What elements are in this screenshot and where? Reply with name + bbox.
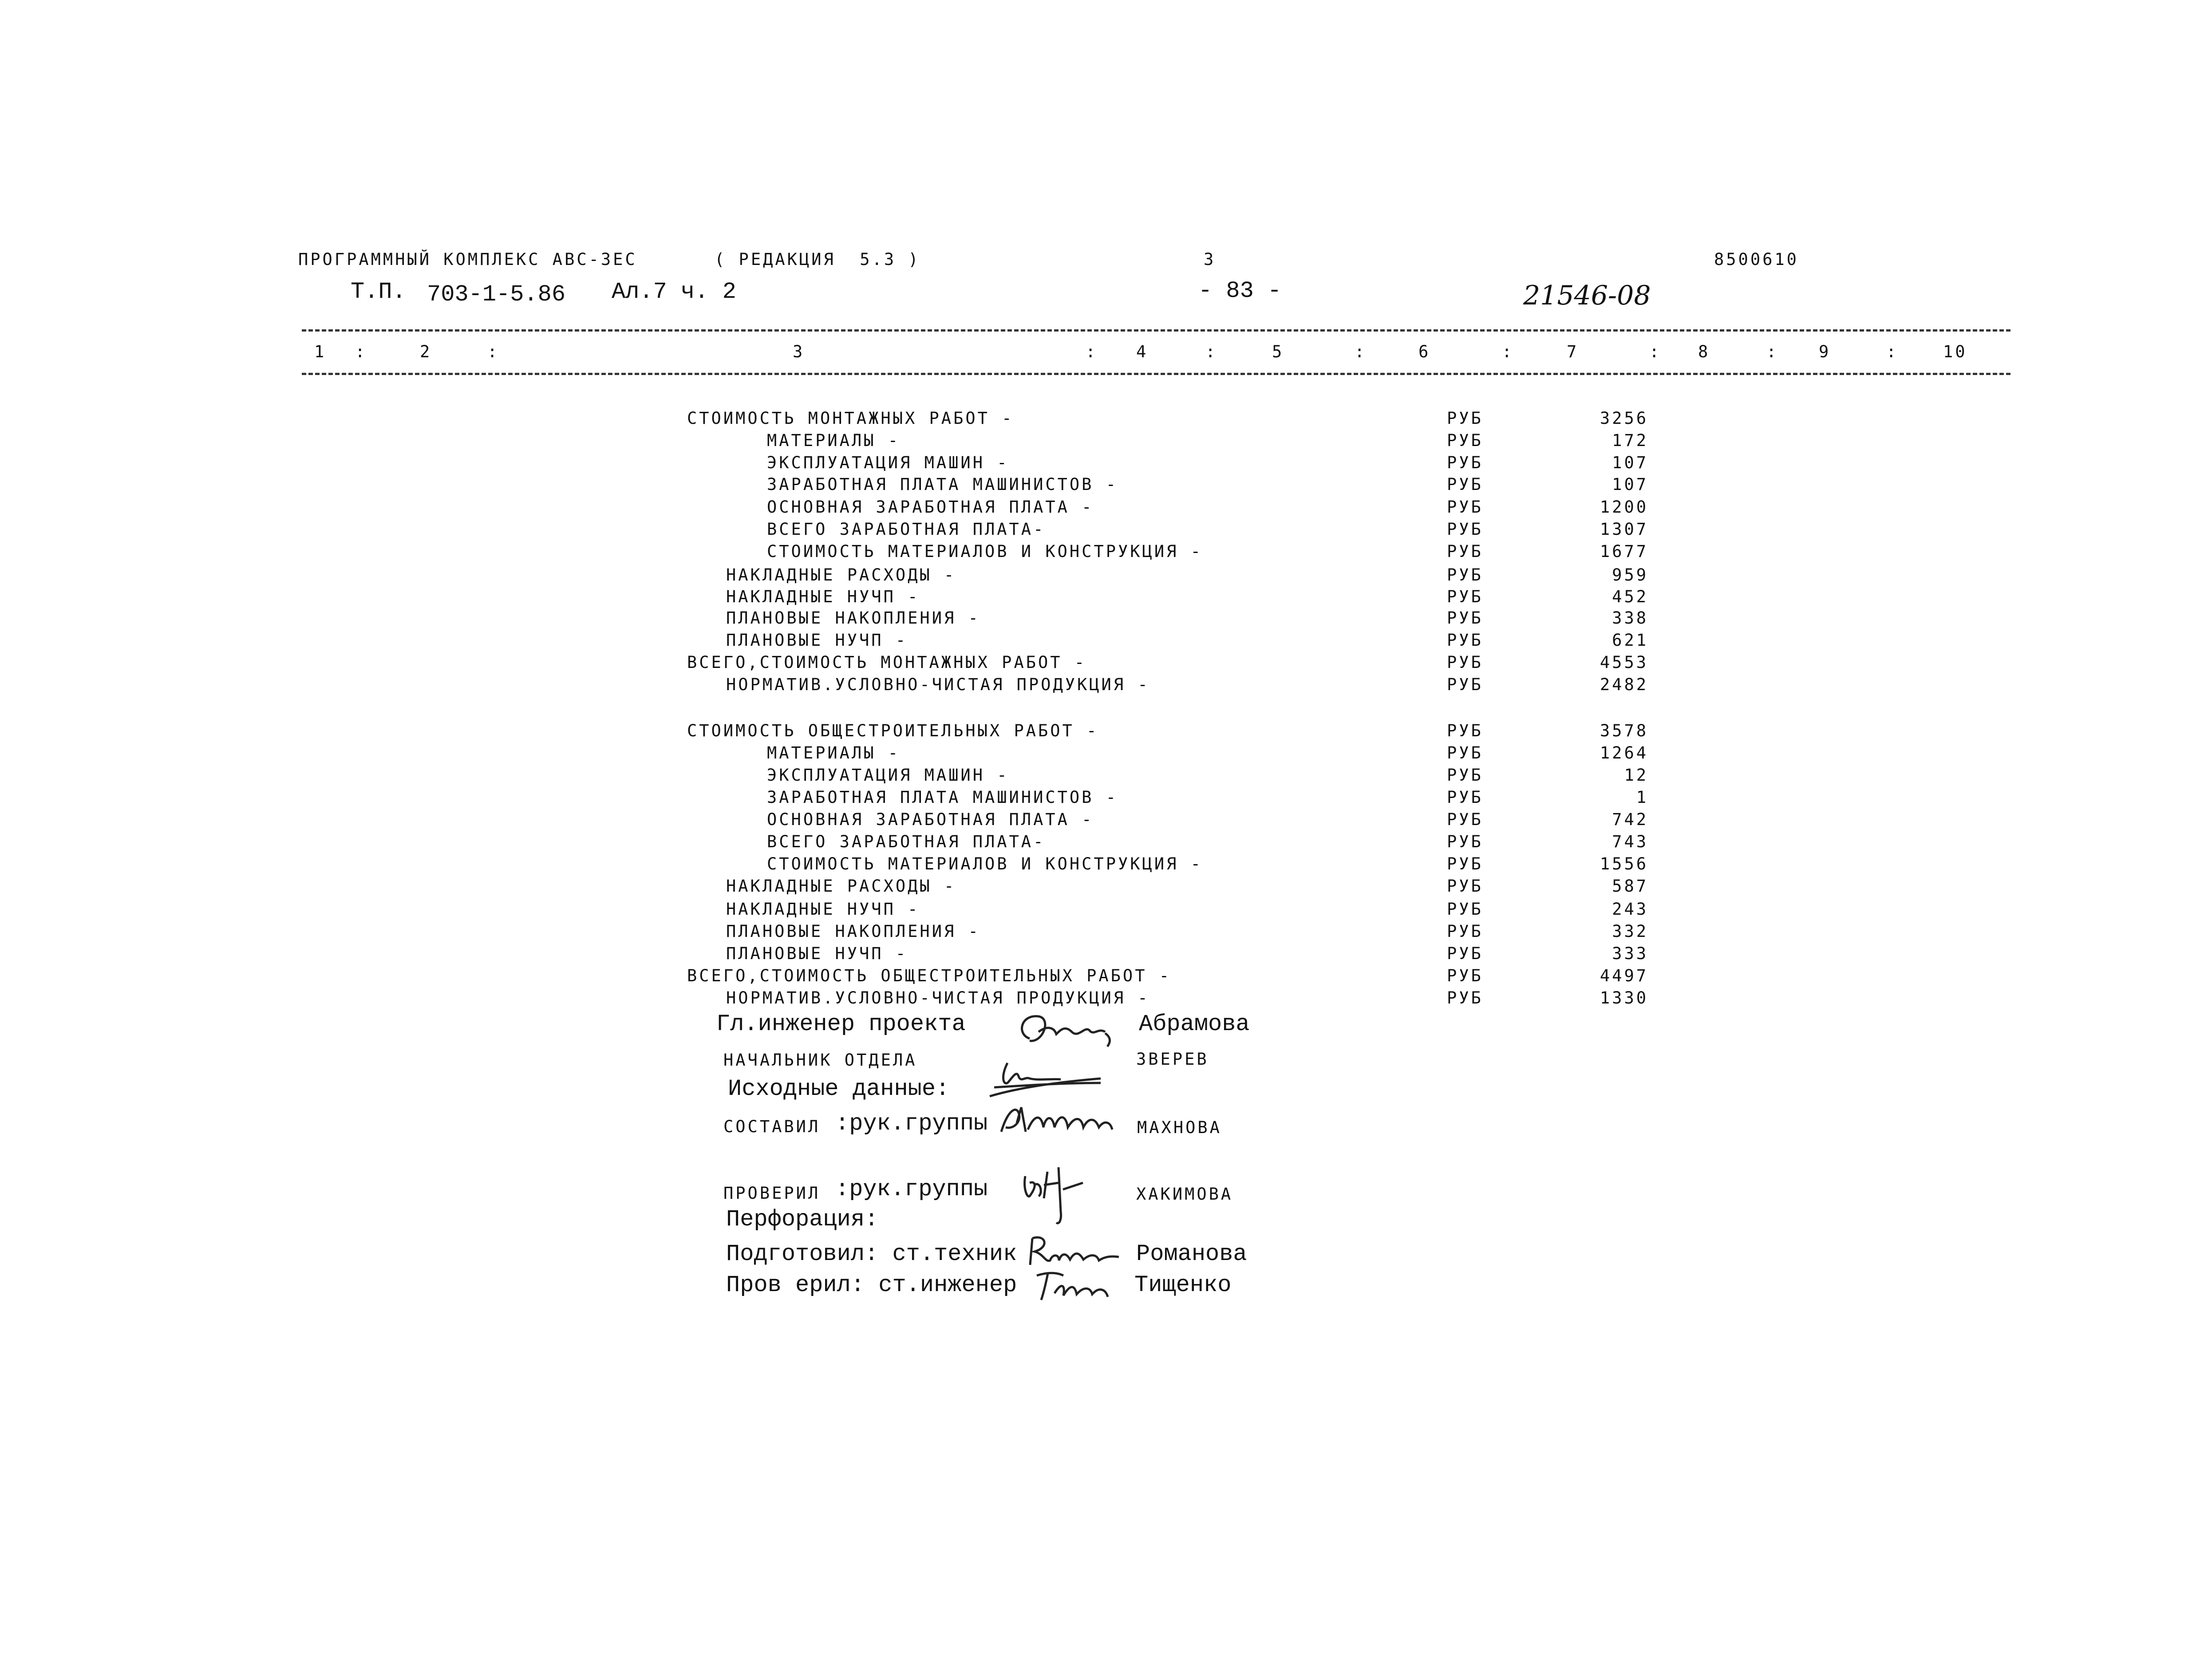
signature-makhnova [992,1096,1126,1145]
document-code: 8500610 [1714,250,1799,269]
row-unit: РУБ [1447,788,1483,807]
dept-head-name: ЗВЕРЕВ [1136,1050,1209,1069]
row-value: 2482 [1600,675,1648,694]
row-unit: РУБ [1447,565,1483,585]
row-unit: РУБ [1447,966,1483,985]
row-value: 107 [1612,475,1648,494]
row-label: НОРМАТИВ.УСЛОВНО-ЧИСТАЯ ПРОДУКЦИЯ - [726,675,1150,694]
row-unit: РУБ [1447,587,1483,606]
row-value: 959 [1612,565,1648,585]
row-unit: РУБ [1447,409,1483,428]
header-rule-bottom [302,373,2011,375]
compiled-prefix: СОСТАВИЛ [723,1117,821,1136]
row-label: ЗАРАБОТНАЯ ПЛАТА МАШИНИСТОВ - [767,788,1118,807]
row-unit: РУБ [1447,675,1483,694]
row-unit: РУБ [1447,453,1483,472]
col-8: 8 [1698,342,1710,361]
row-unit: РУБ [1447,832,1483,851]
col-sep: : [1886,342,1899,361]
row-label: ЭКСПЛУАТАЦИЯ МАШИН - [767,766,1009,785]
row-label: НОРМАТИВ.УСЛОВНО-ЧИСТАЯ ПРОДУКЦИЯ - [726,988,1150,1007]
row-value: 587 [1612,877,1648,896]
row-unit: РУБ [1447,900,1483,919]
row-value: 4553 [1600,653,1648,672]
album-label: Ал.7 ч. 2 [612,279,736,305]
row-unit: РУБ [1447,520,1483,539]
row-unit: РУБ [1447,944,1483,963]
row-unit: РУБ [1447,431,1483,450]
row-label: СТОИМОСТЬ МАТЕРИАЛОВ И КОНСТРУКЦИЯ - [767,854,1203,873]
signature-abramova [1012,1007,1127,1056]
row-value: 1 [1636,788,1648,807]
row-unit: РУБ [1447,766,1483,785]
col-sep: : [1502,342,1514,361]
chief-engineer-name: Абрамова [1139,1011,1250,1037]
row-value: 4497 [1600,966,1648,985]
row-unit: РУБ [1447,810,1483,829]
row-value: 243 [1612,900,1648,919]
row-label: ПЛАНОВЫЕ НУЧП - [726,944,908,963]
row-unit: РУБ [1447,475,1483,494]
prepared-name: Романова [1136,1241,1247,1267]
signature-tishchenko [1028,1262,1117,1307]
row-label: СТОИМОСТЬ ОБЩЕСТРОИТЕЛЬНЫХ РАБОТ - [687,721,1099,740]
row-label: ВСЕГО ЗАРАБОТНАЯ ПЛАТА- [767,520,1046,539]
row-unit: РУБ [1447,743,1483,762]
page-number: - 83 - [1198,278,1282,304]
col-sep: : [487,342,500,361]
col-5: 5 [1272,342,1284,361]
col-6: 6 [1418,342,1431,361]
col-sep: : [1355,342,1367,361]
col-sep: : [1086,342,1098,361]
edition-label: ( РЕДАКЦИЯ 5.3 ) [715,250,920,269]
col-sep: : [1649,342,1662,361]
dept-head-title: НАЧАЛЬНИК ОТДЕЛА [723,1051,917,1070]
chief-engineer-title: Гл.инженер проекта [716,1011,966,1037]
row-value: 332 [1612,922,1648,941]
perforation-label: Перфорация: [726,1206,879,1232]
header-rule-top [302,329,2011,332]
row-unit: РУБ [1447,721,1483,740]
source-data-label: Исходные данные: [728,1076,950,1102]
row-value: 1264 [1600,743,1648,762]
row-label: ВСЕГО,СТОИМОСТЬ ОБЩЕСТРОИТЕЛЬНЫХ РАБОТ - [687,966,1172,985]
row-label: ВСЕГО,СТОИМОСТЬ МОНТАЖНЫХ РАБОТ - [687,653,1087,672]
row-value: 1677 [1600,542,1648,561]
row-label: ЗАРАБОТНАЯ ПЛАТА МАШИНИСТОВ - [767,475,1118,494]
row-value: 452 [1612,587,1648,606]
col-4: 4 [1136,342,1149,361]
row-value: 338 [1612,608,1648,628]
row-value: 742 [1612,810,1648,829]
row-value: 1307 [1600,520,1648,539]
row-unit: РУБ [1447,631,1483,650]
row-value: 1330 [1600,988,1648,1007]
sheet-number: 3 [1204,250,1216,269]
row-label: ОСНОВНАЯ ЗАРАБОТНАЯ ПЛАТА - [767,810,1094,829]
row-label: МАТЕРИАЛЫ - [767,743,901,762]
row-value: 172 [1612,431,1648,450]
col-sep: : [1205,342,1218,361]
col-10: 10 [1943,342,1967,361]
verified-title: Пров ерил: ст.инженер [726,1272,1017,1298]
tp-label: Т.П. [351,279,406,305]
col-1: 1 [314,342,327,361]
row-label: СТОИМОСТЬ МОНТАЖНЫХ РАБОТ - [687,409,1014,428]
row-label: ЭКСПЛУАТАЦИЯ МАШИН - [767,453,1009,472]
row-label: НАКЛАДНЫЕ НУЧП - [726,900,920,919]
col-2: 2 [420,342,432,361]
row-label: ПЛАНОВЫЕ НАКОПЛЕНИЯ - [726,608,980,628]
signature-khakimova [1016,1163,1105,1229]
row-unit: РУБ [1447,653,1483,672]
signature-zverev [976,1052,1110,1101]
row-unit: РУБ [1447,608,1483,628]
row-label: НАКЛАДНЫЕ РАСХОДЫ - [726,565,956,585]
row-value: 743 [1612,832,1648,851]
row-unit: РУБ [1447,988,1483,1007]
row-value: 3256 [1600,409,1648,428]
row-label: ПЛАНОВЫЕ НУЧП - [726,631,908,650]
row-label: ПЛАНОВЫЕ НАКОПЛЕНИЯ - [726,922,980,941]
row-value: 107 [1612,453,1648,472]
row-unit: РУБ [1447,542,1483,561]
verified-name: Тищенко [1134,1272,1232,1298]
row-unit: РУБ [1447,854,1483,873]
col-sep: : [1766,342,1779,361]
row-value: 333 [1612,944,1648,963]
compiled-role: :рук.группы [835,1110,988,1137]
checked-role: :рук.группы [835,1176,988,1202]
row-label: МАТЕРИАЛЫ - [767,431,901,450]
row-label: НАКЛАДНЫЕ НУЧП - [726,587,920,606]
row-value: 3578 [1600,721,1648,740]
row-value: 12 [1624,766,1648,785]
checked-prefix: ПРОВЕРИЛ [723,1184,821,1203]
row-label: ВСЕГО ЗАРАБОТНАЯ ПЛАТА- [767,832,1046,851]
col-7: 7 [1567,342,1579,361]
row-unit: РУБ [1447,498,1483,517]
program-title: ПРОГРАММНЫЙ КОМПЛЕКС АВС-ЗЕС [298,250,637,269]
row-label: ОСНОВНАЯ ЗАРАБОТНАЯ ПЛАТА - [767,498,1094,517]
row-value: 1556 [1600,854,1648,873]
tp-number: 703-1-5.86 [427,281,566,308]
row-value: 621 [1612,631,1648,650]
handwritten-doc-number: 21546-08 [1523,280,1651,311]
row-unit: РУБ [1447,877,1483,896]
row-label: НАКЛАДНЫЕ РАСХОДЫ - [726,877,956,896]
col-9: 9 [1819,342,1831,361]
row-value: 1200 [1600,498,1648,517]
compiled-name: МАХНОВА [1137,1118,1222,1137]
row-label: СТОИМОСТЬ МАТЕРИАЛОВ И КОНСТРУКЦИЯ - [767,542,1203,561]
col-3: 3 [793,342,805,361]
checked-name: ХАКИМОВА [1136,1185,1233,1204]
row-unit: РУБ [1447,922,1483,941]
prepared-title: Подготовил: ст.техник [726,1241,1017,1267]
col-sep: : [355,342,367,361]
